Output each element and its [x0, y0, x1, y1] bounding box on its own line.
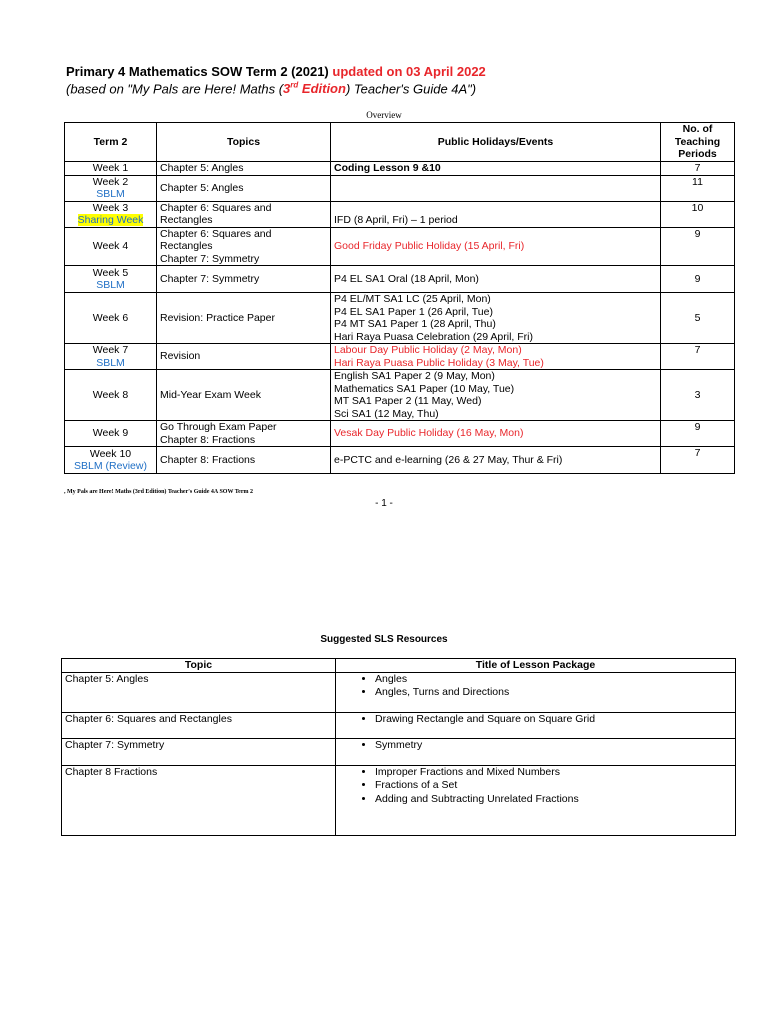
periods-cell: 11 [661, 175, 735, 201]
sls-packages [336, 712, 736, 738]
week-cell [65, 266, 157, 293]
event-line: Sci SA1 (12 May, Thu) [334, 407, 439, 420]
event-line: P4 EL SA1 Paper 1 (26 April, Tue) [334, 305, 493, 318]
event-line: P4 MT SA1 Paper 1 (28 April, Thu) [334, 318, 496, 330]
periods-cell: 7 [661, 447, 735, 474]
event-line: P4 EL/MT SA1 LC (25 April, Mon) [334, 293, 491, 305]
package-item: • Improper Fractions and Mixed Numbers [375, 766, 732, 780]
topic-line: Chapter 8: Fractions [160, 433, 256, 446]
event-line: P4 EL SA1 Oral (18 April, Mon) [334, 272, 479, 285]
events-cell [331, 175, 661, 201]
package-item: • Symmetry [375, 739, 732, 753]
events-cell [331, 293, 661, 344]
sls-topic: Chapter 5: Angles [62, 672, 336, 712]
sow-table [64, 122, 735, 474]
periods-cell: 9 [661, 227, 735, 266]
week-label: Week 8 [92, 388, 129, 401]
sls-packages [336, 738, 736, 765]
topic-line: Rectangles [160, 214, 213, 226]
topic-line: Mid-Year Exam Week [160, 388, 261, 401]
subtitle-edition-word: Edition [298, 81, 346, 97]
event-line: Hari Raya Puasa Celebration (29 April, Fri) [334, 330, 533, 343]
topic-line: Chapter 7: Symmetry [160, 272, 260, 285]
periods-cell: 5 [661, 293, 735, 344]
topic-line: Chapter 7: Symmetry [160, 252, 260, 265]
footnote: , My Pals are Here! Maths (3rd Edition) Teacher's Guide 4A SOW Term 2 [64, 489, 253, 495]
week-cell [65, 447, 157, 474]
sls-row [62, 712, 736, 738]
events-cell [331, 447, 661, 474]
sow-row [65, 175, 735, 201]
sow-header-topics: Topics [157, 123, 331, 162]
events-cell [331, 344, 661, 370]
week-label: Week 6 [92, 311, 129, 324]
subtitle-edition-sup: rd [290, 81, 299, 90]
topic-line: Go Through Exam Paper [160, 421, 277, 433]
week-tag: SBLM [96, 356, 125, 369]
package-item: • Fractions of a Set [375, 779, 732, 793]
topics-cell [157, 421, 331, 447]
sow-row [65, 344, 735, 370]
week-label: Week 4 [92, 240, 129, 252]
sls-header-package: Title of Lesson Package [336, 659, 736, 673]
events-cell [331, 266, 661, 293]
event-line: Coding Lesson 9 &10 [334, 161, 441, 174]
week-cell [65, 227, 157, 266]
event-line: Labour Day Public Holiday (2 May, Mon) [334, 344, 522, 356]
topic-line: Revision [160, 350, 201, 363]
topics-cell [157, 201, 331, 227]
title-update-note: updated on 03 April 2022 [332, 64, 486, 79]
sls-topic: Chapter 6: Squares and Rectangles [62, 712, 336, 738]
sow-header-events: Public Holidays/Events [331, 123, 661, 162]
sow-row [65, 161, 735, 175]
sow-header-periods: No. of Teaching Periods [661, 123, 735, 162]
periods-cell: 9 [661, 421, 735, 447]
event-line: IFD (8 April, Fri) – 1 period [334, 214, 458, 226]
event-line: MT SA1 Paper 2 (11 May, Wed) [334, 395, 482, 407]
sow-table-body [65, 161, 735, 474]
week-cell [65, 175, 157, 201]
topics-cell [157, 175, 331, 201]
sls-header-topic: Topic [62, 659, 336, 673]
week-label: Week 10 [89, 447, 132, 460]
package-list [339, 766, 732, 807]
topic-line: Chapter 6: Squares and [160, 201, 272, 214]
week-cell [65, 201, 157, 227]
subtitle-post: ) Teacher's Guide 4A") [345, 81, 477, 97]
week-tag: Sharing Week [77, 214, 144, 226]
topic-line: Chapter 5: Angles [160, 181, 244, 194]
topic-line: Chapter 6: Squares and [160, 227, 272, 240]
package-list [339, 673, 732, 700]
topic-line: Revision: Practice Paper [160, 311, 275, 324]
sow-row [65, 201, 735, 227]
sow-row [65, 227, 735, 266]
topics-cell [157, 227, 331, 266]
week-cell [65, 344, 157, 370]
sls-row [62, 672, 736, 712]
topic-line: Chapter 5: Angles [160, 161, 244, 174]
sow-row [65, 421, 735, 447]
sls-row [62, 738, 736, 765]
topics-cell [157, 370, 331, 421]
periods-cell: 7 [661, 161, 735, 175]
sow-row [65, 447, 735, 474]
week-cell [65, 161, 157, 175]
event-line: Hari Raya Puasa Public Holiday (3 May, Tue) [334, 356, 544, 369]
sls-packages [336, 765, 736, 835]
sls-packages [336, 672, 736, 712]
week-label: Week 1 [92, 161, 129, 174]
sls-topic: Chapter 7: Symmetry [62, 738, 336, 765]
sow-row [65, 266, 735, 293]
sls-table-body [62, 672, 736, 835]
title-main: Primary 4 Mathematics SOW Term 2 (2021) [66, 64, 329, 79]
topics-cell [157, 161, 331, 175]
subtitle-edition [283, 81, 346, 96]
week-label: Week 5 [92, 266, 129, 279]
periods-cell: 9 [661, 266, 735, 293]
week-label: Week 7 [92, 344, 129, 356]
sow-row [65, 293, 735, 344]
events-cell [331, 227, 661, 266]
sow-header-term: Term 2 [65, 123, 157, 162]
topics-cell [157, 266, 331, 293]
week-cell [65, 293, 157, 344]
event-line: Vesak Day Public Holiday (16 May, Mon) [334, 427, 524, 440]
topics-cell [157, 447, 331, 474]
sls-row [62, 765, 736, 835]
subtitle-pre: (based on "My Pals are Here! Maths ( [66, 81, 284, 97]
package-list [339, 713, 732, 727]
events-cell [331, 421, 661, 447]
sow-row [65, 370, 735, 421]
week-cell [65, 370, 157, 421]
package-item: • Drawing Rectangle and Square on Square Grid [375, 713, 732, 727]
sls-table [61, 658, 736, 836]
package-item: • Angles, Turns and Directions [375, 686, 732, 700]
week-cell [65, 421, 157, 447]
week-label: Week 9 [92, 427, 129, 440]
topics-cell [157, 344, 331, 370]
events-cell [331, 201, 661, 227]
events-cell [331, 370, 661, 421]
event-line: Good Friday Public Holiday (15 April, Fri) [334, 240, 525, 252]
periods-cell: 10 [661, 201, 735, 227]
week-tag: SBLM [96, 188, 125, 200]
page-number: - 1 - [375, 498, 393, 509]
event-line: Mathematics SA1 Paper (10 May, Tue) [334, 382, 515, 395]
events-cell [331, 161, 661, 175]
package-item: • Angles [375, 673, 732, 687]
subtitle-edition-num: 3 [283, 81, 291, 97]
event-line: English SA1 Paper 2 (9 May, Mon) [334, 370, 495, 382]
document-subtitle [66, 81, 476, 96]
package-list [339, 739, 732, 753]
periods-cell: 3 [661, 370, 735, 421]
overview-label: Overview [366, 110, 402, 120]
week-label: Week 3 [92, 201, 129, 214]
topics-cell [157, 293, 331, 344]
periods-cell: 7 [661, 344, 735, 370]
week-tag: SBLM [96, 279, 125, 291]
document-title [66, 64, 486, 79]
topic-line: Chapter 8: Fractions [160, 453, 256, 466]
week-label: Week 2 [92, 175, 129, 188]
topic-line: Rectangles [160, 240, 213, 252]
event-line: e-PCTC and e-learning (26 & 27 May, Thur & Fri) [334, 453, 563, 466]
package-item: • Adding and Subtracting Unrelated Fractions [375, 793, 732, 807]
sls-topic: Chapter 8 Fractions [62, 765, 336, 835]
week-tag: SBLM (Review) [74, 460, 147, 472]
sls-title: Suggested SLS Resources [320, 634, 448, 645]
